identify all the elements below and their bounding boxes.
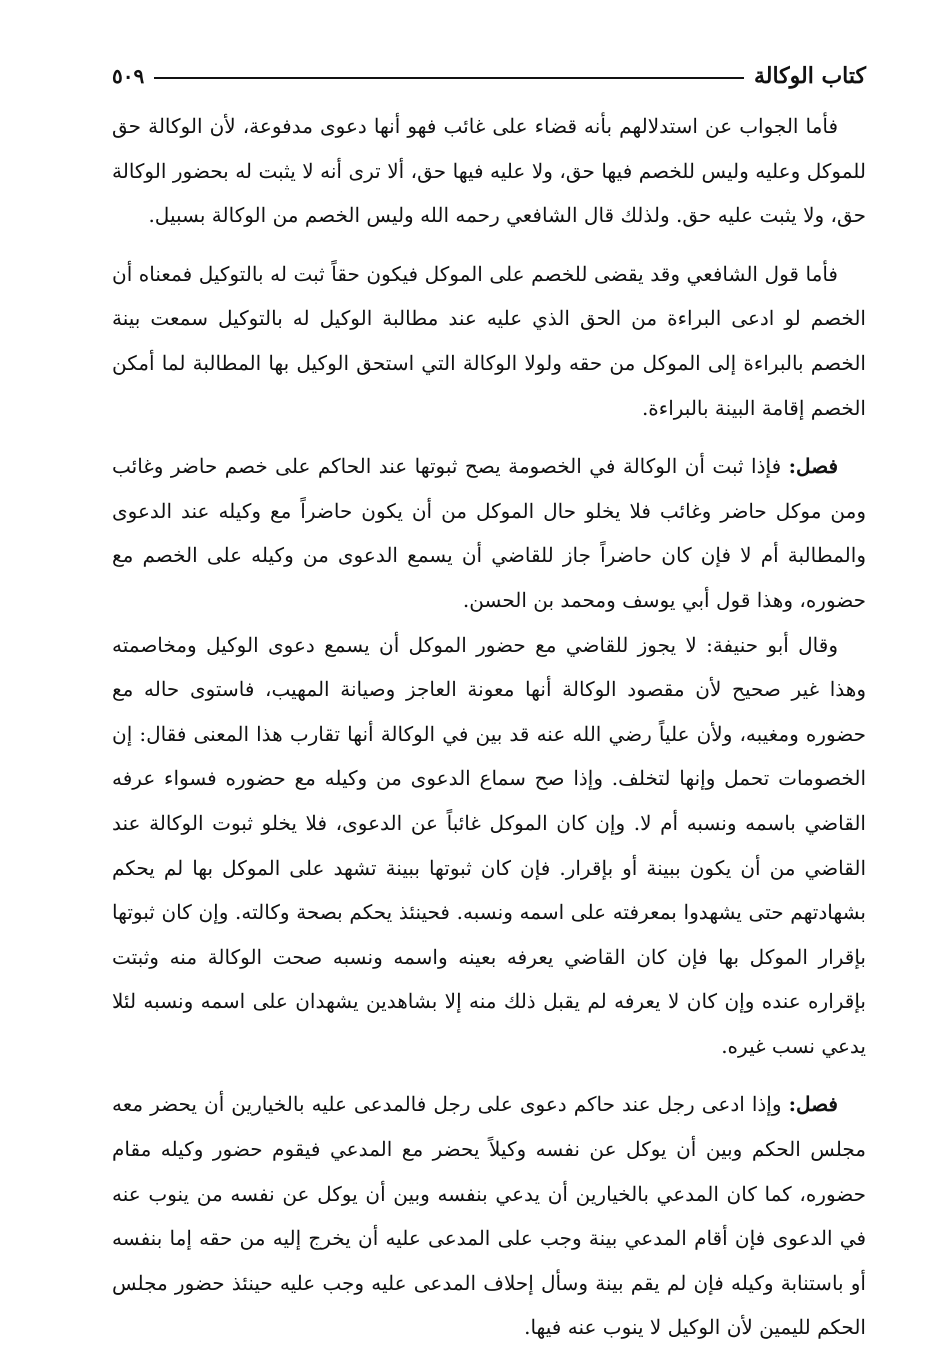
paragraph-text: وإذا ادعى رجل عند حاكم دعوى على رجل فالمدعى عليه بالخيارين أن يحضر معه مجلس الحكم وبين أن يوكل عن نفسه وكيلاً يحضر مع المدعي فيقوم حضور وكيله مقام حضوره، كما كان المدعي بالخيارين أن يدعي بنفسه وبين أن يوكل عن نفسه من ينوب عنه في الدعوى فإن أقام المدعي بينة وجب على المدعى عليه أن يخرج إليه من حقه إما بنفسه أو باستنابة وكيله فإن لم يقم بينة وسأل إحلاف المدعى عليه وجب عليه حينئذ حضور مجلس الحكم لليمين لأن الوكيل لا ينوب عنه فيها. xyxy=(112,1092,866,1340)
paragraph-text: فإذا ثبت أن الوكالة في الخصومة يصح ثبوتها عند الحاكم على خصم حاضر وغائب ومن موكل حاضر وغائب فلا يخلو حال الموكل من أن يكون حاضراً مع وكيله عند الدعوى والمطالبة أم لا فإن كان حاضراً جاز للقاضي أن يسمع الدعوى من وكيله على الخصم مع حضوره، وهذا قول أبي يوسف ومحمد بن الحسن. xyxy=(112,454,866,612)
paragraph-text: فأما قول الشافعي وقد يقضى للخصم على الموكل فيكون حقاً ثبت له بالتوكيل فمعناه أن الخصم لو ادعى البراءة من الحق الذي عليه عند مطالبة الوكيل له بالتوكيل سمعت بينة الخصم بالبراءة إلى الموكل من حقه ولولا الوكالة التي استحق الوكيل بها المطالبة لما أمكن الخصم إقامة البينة بالبراءة. xyxy=(112,261,866,420)
paragraph xyxy=(112,252,866,430)
header-rule xyxy=(154,77,744,79)
section-lead: فصل: xyxy=(788,454,839,479)
page-number: ٥٠٩ xyxy=(112,64,145,88)
page-header xyxy=(112,62,866,90)
running-title: كتاب الوكالة xyxy=(753,63,866,89)
section-lead: فصل: xyxy=(788,1092,838,1117)
paragraph-text: وقال أبو حنيفة: لا يجوز للقاضي مع حضور الموكل أن يسمع دعوى الوكيل ومخاصمته وهذا غير صحيح لأن مقصود الوكالة أنها معونة العاجز وصيانة المهيب، فاستوى حاله مع حضوره ومغيبه، ولأن علياً رضي الله عنه قد بين في الوكالة أنها تقارب هذا المعنى فقال: إن الخصومات تحمل وإنها لتخلف. وإذا صح سماع الدعوى من وكيله مع حضوره فسواء عرفه القاضي باسمه ونسبه أم لا. وإن كان الموكل غائباً عن الدعوى، فلا يخلو ثبوت الوكالة عند القاضي من أن يكون ببينة أو بإقرار. فإن كان ثبوتها ببينة تشهد على الموكل بها لم يحكم بشهادتهم حتى يشهدوا بمعرفته على اسمه ونسبه. فحينئذ يحكم بصحة وكالته. وإن كان ثبوتها بإقرار الموكل بها فإن كان القاضي يعرفه بعينه واسمه ونسبه صحت الوكالة منه وثبتت بإقراره عنده وإن كان لا يعرفه لم يقبل ذلك منه إلا بشاهدين يشهدان على اسمه ونسبه لئلا يدعي نسب غيره. xyxy=(112,632,866,1058)
paragraph xyxy=(112,104,866,238)
paragraph xyxy=(112,623,866,1069)
paragraph xyxy=(112,1082,866,1350)
paragraph xyxy=(112,444,866,622)
paragraph-text: فأما الجواب عن استدلالهم بأنه قضاء على غائب فهو أنها دعوى مدفوعة، لأن الوكالة حق للموكل وعليه وليس للخصم فيها حق، ولا عليه فيها حق، ألا ترى أنه لا يثبت له بحضور الوكالة حق، ولا يثبت عليه حق. ولذلك قال الشافعي رحمه الله وليس الخصم من الوكالة بسبيل. xyxy=(112,114,866,228)
page-body xyxy=(112,104,866,1350)
